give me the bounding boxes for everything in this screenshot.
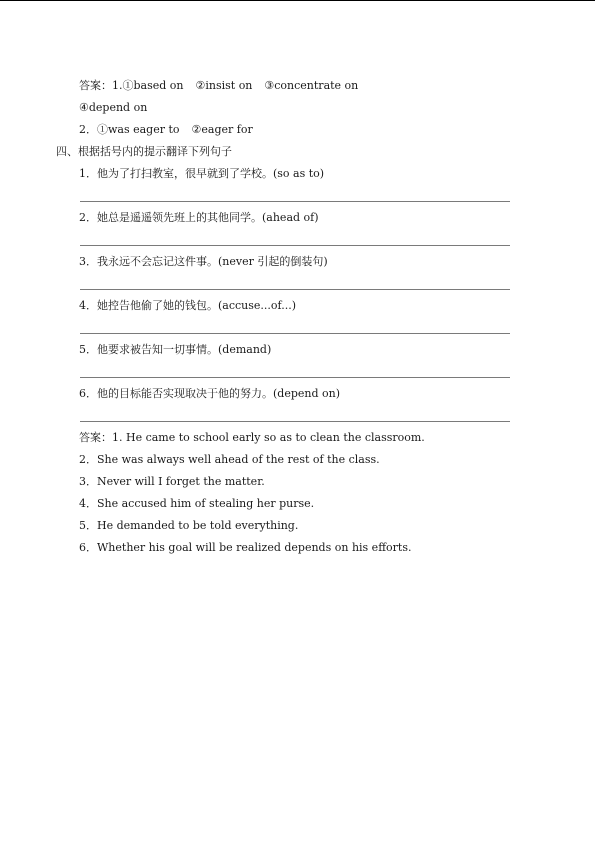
answer-item: ②insist on xyxy=(195,79,253,92)
answer-text-4: 4．She accused him of stealing her purse. xyxy=(79,497,315,510)
answer-text-6: 6．Whether his goal will be realized depends on his efforts. xyxy=(79,541,412,554)
answer-item: ②eager for xyxy=(191,123,253,136)
question-1: 1．他为了打扫教室，很早就到了学校。(so as to) xyxy=(79,167,325,180)
answer-text-2: 2．She was always well ahead of the rest of the class. xyxy=(79,453,380,466)
section-heading: 四、根据括号内的提示翻译下列句子 xyxy=(56,145,232,158)
answer-item: ①based on xyxy=(122,79,184,92)
question-5: 5．他要求被告知一切事情。(demand) xyxy=(79,343,272,356)
answer-text-1: 答案：1. He came to school early so as to clean the classroom. xyxy=(79,431,425,444)
question-2: 2．她总是遥遥领先班上的其他同学。(ahead of) xyxy=(79,211,319,224)
answer-line-1 xyxy=(79,79,358,93)
answer-line-2: ④depend on xyxy=(79,101,148,114)
answer-blank-4[interactable] xyxy=(80,333,510,334)
answer-line-3 xyxy=(79,123,253,137)
answer-blank-1[interactable] xyxy=(80,201,510,202)
question-4: 4．她控告他偷了她的钱包。(accuse...of...) xyxy=(79,299,296,312)
answer-text-3: 3．Never will I forget the matter. xyxy=(79,475,265,488)
answer-item: ①was eager to xyxy=(97,123,180,136)
answer-item: ③concentrate on xyxy=(264,79,359,92)
answer-text-5: 5．He demanded to be told everything. xyxy=(79,519,299,532)
answer-prefix: 2． xyxy=(79,123,97,136)
answer-blank-5[interactable] xyxy=(80,377,510,378)
answer-blank-6[interactable] xyxy=(80,421,510,422)
answer-blank-3[interactable] xyxy=(80,289,510,290)
answer-prefix: 答案：1. xyxy=(79,79,123,92)
question-3: 3．我永远不会忘记这件事。(never 引起的倒装句) xyxy=(79,255,328,268)
top-rule xyxy=(0,0,595,1)
question-6: 6．他的目标能否实现取决于他的努力。(depend on) xyxy=(79,387,341,400)
answer-blank-2[interactable] xyxy=(80,245,510,246)
